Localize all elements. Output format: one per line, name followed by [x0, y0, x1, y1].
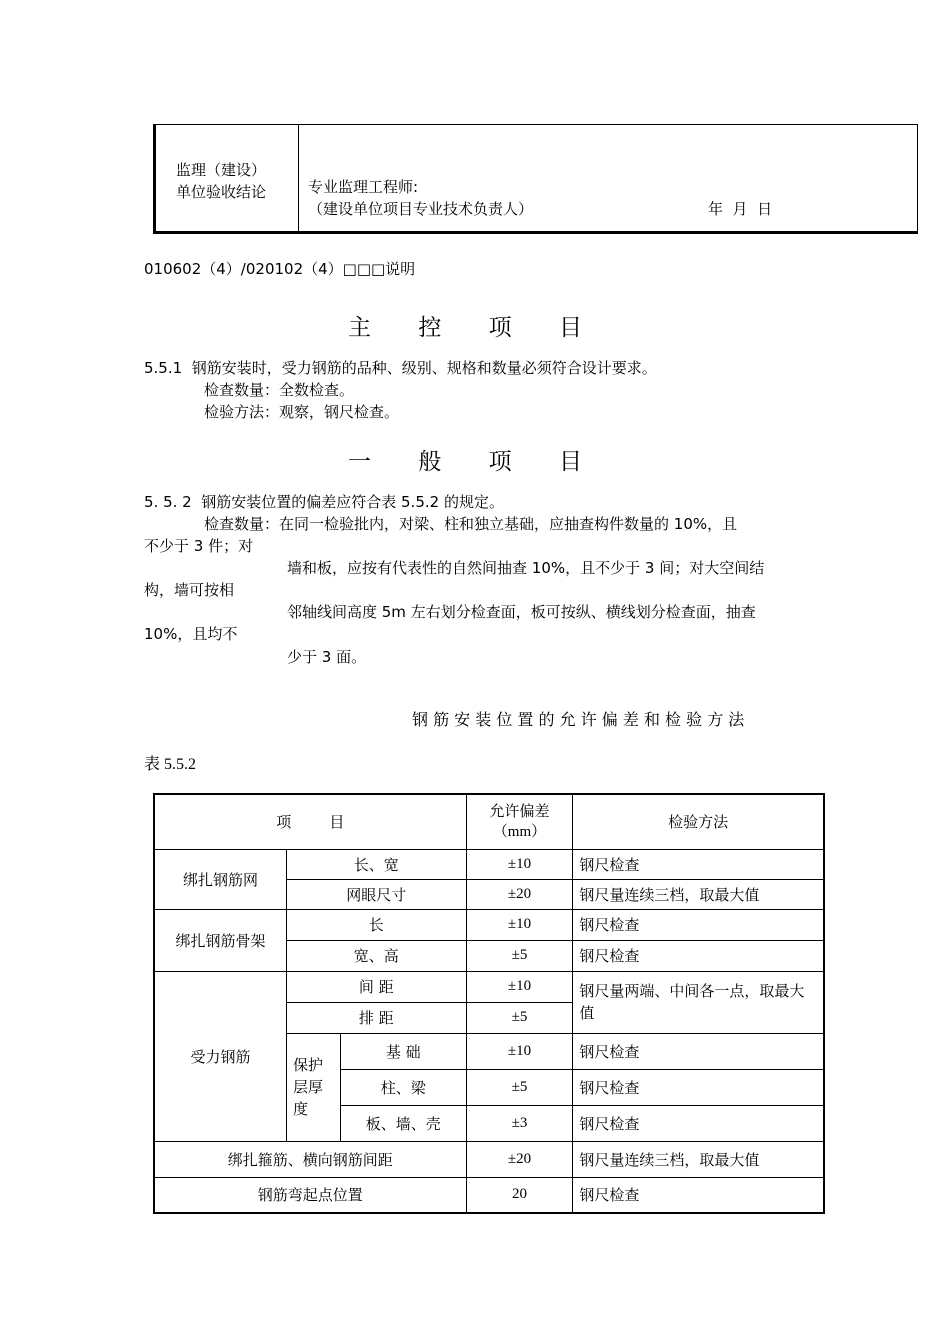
row-tolerance: ±10: [466, 849, 573, 879]
row-tolerance: ±5: [466, 940, 573, 971]
row-item: 长、宽: [287, 849, 467, 879]
doc-code: 010602（4）/020102（4）□□□说明: [144, 260, 416, 278]
main-control-heading: 主 控 项 目: [348, 315, 602, 341]
row-tolerance: ±20: [466, 1141, 573, 1177]
general-qty-line4: 构，墙可按相: [144, 581, 235, 599]
row-item: 间 距: [287, 971, 467, 1002]
row-method: 钢尺检查: [573, 849, 824, 879]
row-item: 绑扎箍筋、横向钢筋间距: [154, 1141, 466, 1177]
main-check-quantity: 检查数量：全数检查。: [204, 381, 355, 399]
general-qty-line6: 10%，且均不: [144, 625, 238, 643]
table-row: [154, 909, 824, 940]
row-tolerance: ±3: [466, 1105, 573, 1141]
signoff-label-line2: 单位验收结论: [176, 183, 267, 201]
row-method: 钢尺检查: [573, 940, 824, 971]
group-skeleton: 绑扎钢筋骨架: [154, 909, 287, 971]
row-item: 基 础: [340, 1033, 466, 1069]
general-qty-line3: 墙和板，应按有代表性的自然间抽查 10%，且不少于 3 间；对大空间结: [287, 559, 765, 577]
header-method: 检验方法: [573, 794, 824, 849]
row-item: 板、墙、壳: [340, 1105, 466, 1141]
row-tolerance: ±5: [466, 1069, 573, 1105]
header-tolerance-line2: （mm）: [492, 823, 547, 840]
row-method: 钢尺检查: [573, 1105, 824, 1141]
table-row: [154, 1177, 824, 1213]
clause-5-5-1: 5.5.1 钢筋安装时，受力钢筋的品种、级别、规格和数量必须符合设计要求。: [144, 359, 657, 377]
table-row: [154, 971, 824, 1002]
general-qty-line7: 少于 3 面。: [287, 648, 367, 666]
row-method: 钢尺量连续三档，取最大值: [573, 879, 824, 909]
row-item: 网眼尺寸: [287, 879, 467, 909]
signoff-label-line1: 监理（建设）: [176, 161, 267, 179]
row-method: 钢尺检查: [573, 1069, 824, 1105]
row-tolerance: ±10: [466, 971, 573, 1002]
group-main-bars: 受力钢筋: [154, 971, 287, 1141]
row-tolerance: ±10: [466, 1033, 573, 1069]
row-tolerance: 20: [466, 1177, 573, 1213]
signoff-label-cell: [156, 125, 299, 231]
table-number: 表 5.5.2: [144, 756, 197, 773]
row-item: 柱、梁: [340, 1069, 466, 1105]
row-method: 钢尺量两端、中间各一点，取最大值: [573, 971, 824, 1033]
row-method: 钢尺量连续三档，取最大值: [573, 1141, 824, 1177]
signoff-label: [176, 159, 266, 203]
row-tolerance: ±5: [466, 1002, 573, 1033]
main-check-method: 检验方法：观察，钢尺检查。: [204, 403, 400, 421]
general-heading: 一 般 项 目: [348, 449, 602, 475]
header-tolerance: [466, 794, 573, 849]
clause-5-5-2: 5. 5. 2 钢筋安装位置的偏差应符合表 5.5.2 的规定。: [144, 493, 504, 511]
row-item: 宽、高: [287, 940, 467, 971]
row-item: 钢筋弯起点位置: [154, 1177, 466, 1213]
row-tolerance: ±20: [466, 879, 573, 909]
row-method: 钢尺检查: [573, 1033, 824, 1069]
table-row: [154, 849, 824, 879]
subgroup-cover: 保护层厚度: [287, 1033, 341, 1141]
general-qty-line2: 不少于 3 件；对: [144, 537, 254, 555]
table-caption: 钢 筋 安 装 位 置 的 允 许 偏 差 和 检 验 方 法: [412, 710, 745, 729]
row-item: 长: [287, 909, 467, 940]
signoff-date: 年 月 日: [708, 200, 773, 218]
general-qty-line5: 邻轴线间高度 5m 左右划分检查面，板可按纵、横线划分检查面，抽查: [287, 603, 756, 621]
row-method: 钢尺检查: [573, 1177, 824, 1213]
owner-label: （建设单位项目专业技术负责人）: [308, 200, 534, 218]
engineer-label: 专业监理工程师:: [308, 178, 419, 196]
signoff-table: [153, 124, 918, 234]
row-item: 排 距: [287, 1002, 467, 1033]
table-header-row: [154, 794, 824, 849]
tolerance-table: [153, 793, 825, 1214]
header-item: 项 目: [154, 794, 466, 849]
row-tolerance: ±10: [466, 909, 573, 940]
group-mesh: 绑扎钢筋网: [154, 849, 287, 909]
header-tolerance-line1: 允许偏差: [489, 801, 550, 820]
general-qty-line1: 检查数量：在同一检验批内，对梁、柱和独立基础，应抽查构件数量的 10%，且: [204, 515, 738, 533]
table-row: [154, 1141, 824, 1177]
row-method: 钢尺检查: [573, 909, 824, 940]
